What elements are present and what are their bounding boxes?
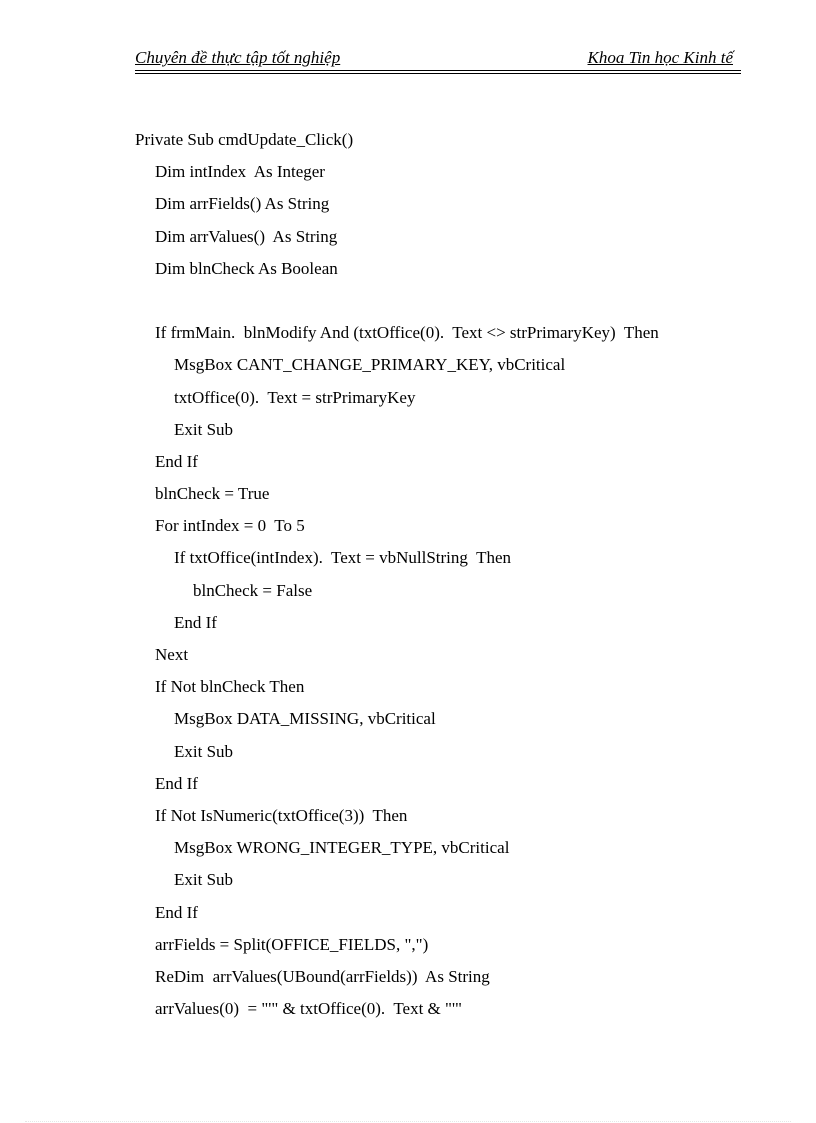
code-line: Dim blnCheck As Boolean xyxy=(155,258,338,278)
code-line: MsgBox DATA_MISSING, vbCritical xyxy=(174,709,436,729)
header-title-right: Khoa Tin học Kinh tế xyxy=(587,48,733,67)
code-line: End If xyxy=(174,612,217,632)
code-line: Dim arrFields() As String xyxy=(155,194,330,214)
header-title-left: Chuyên đề thực tập tốt nghiệp xyxy=(135,48,341,67)
code-line: Private Sub cmdUpdate_Click() xyxy=(135,130,354,149)
code-line: MsgBox CANT_CHANGE_PRIMARY_KEY, vbCritical xyxy=(174,355,566,375)
code-line: Next xyxy=(155,645,189,664)
code-line: If Not IsNumeric(txtOffice(3)) Then xyxy=(155,805,408,825)
code-line: txtOffice(0). Text = strPrimaryKey xyxy=(174,387,416,407)
code-line: Dim intIndex As Integer xyxy=(155,162,325,182)
code-line: End If xyxy=(155,451,198,471)
code-listing xyxy=(135,124,755,1025)
code-line: MsgBox WRONG_INTEGER_TYPE, vbCritical xyxy=(174,838,510,858)
page-bottom-divider xyxy=(25,1121,791,1122)
code-line: For intIndex = 0 To 5 xyxy=(155,516,305,536)
code-line: ReDim arrValues(UBound(arrFields)) As String xyxy=(155,966,490,986)
code-line: Exit Sub xyxy=(174,419,234,439)
code-line: Exit Sub xyxy=(174,741,234,761)
code-line: blnCheck = False xyxy=(193,580,313,600)
code-line: If txtOffice(intIndex). Text = vbNullString Then xyxy=(174,548,512,568)
code-line: End If xyxy=(155,902,198,922)
code-line xyxy=(135,285,755,317)
page-header xyxy=(135,48,741,71)
code-line: arrFields = Split(OFFICE_FIELDS, ",") xyxy=(155,934,429,954)
code-line: Exit Sub xyxy=(174,870,234,890)
code-line: arrValues(0) = "'" & txtOffice(0). Text & "'" xyxy=(155,999,462,1019)
code-line: If frmMain. blnModify And (txtOffice(0). Text <> strPrimaryKey) Then xyxy=(155,323,659,343)
code-line: Dim arrValues() As String xyxy=(155,226,338,246)
code-line: blnCheck = True xyxy=(155,484,270,504)
code-line: End If xyxy=(155,773,198,793)
code-line: If Not blnCheck Then xyxy=(155,677,305,697)
